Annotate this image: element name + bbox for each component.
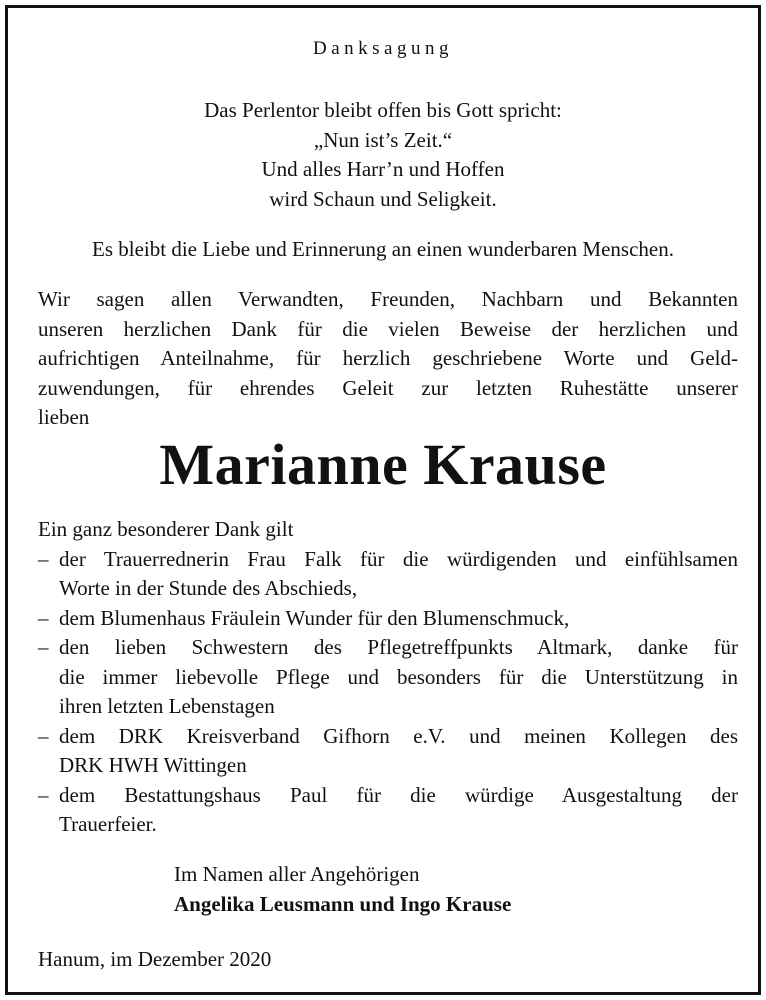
deceased-name: Marianne Krause (159, 432, 607, 497)
paragraph-line: aufrichtigen Anteilnahme, für herzlich geschriebene Worte und Geld- (38, 346, 738, 370)
thanks-item-line: der Trauerrednerin Frau Falk für die würdigenden und einfühlsamen (59, 546, 738, 571)
signoff-names: Angelika Leusmann und Ingo Krause (174, 892, 512, 916)
thanks-item-line: DRK HWH Wittingen (59, 753, 247, 777)
thanks-item-line: Trauerfeier. (59, 812, 157, 836)
poem-line: „Nun ist’s Zeit.“ (313, 127, 453, 152)
notice-heading: Danksagung (313, 38, 453, 59)
thanks-item-line: Worte in der Stunde des Abschieds, (59, 576, 358, 600)
poem (8, 96, 758, 214)
poem-line: Und alles Harr’n und Hoffen (261, 157, 505, 181)
thanks-item-line: dem DRK Kreisverband Gifhorn e.V. und meinen Kollegen des (59, 723, 738, 748)
dash-marker: – (38, 605, 49, 630)
dash-marker: – (38, 723, 49, 748)
thanks-item-line: dem Bestattungshaus Paul für die würdige Ausgestaltung der (59, 782, 738, 807)
thanks-item (38, 722, 738, 781)
poem-line: Das Perlentor bleibt offen bis Gott spricht: (204, 98, 562, 122)
dash-marker: – (38, 546, 49, 571)
paragraph-line: zuwendungen, für ehrendes Geleit zur letzten Ruhestätte unserer (38, 375, 738, 400)
thanks-item-line: dem Blumenhaus Fräulein Wunder für den Blumenschmuck, (59, 605, 570, 630)
special-thanks (38, 515, 738, 840)
thanks-item (38, 545, 738, 604)
special-thanks-intro: Ein ganz besonderer Dank gilt (38, 517, 294, 541)
place-date: Hanum, im Dezember 2020 (38, 947, 272, 971)
dash-marker: – (38, 782, 49, 807)
thanks-paragraph (38, 285, 738, 433)
poem-line: wird Schaun und Seligkeit. (269, 186, 497, 211)
thanks-item (38, 781, 738, 840)
signoff (174, 859, 511, 919)
tribute-line: Es bleibt die Liebe und Erinnerung an einen wunderbaren Menschen. (92, 237, 674, 261)
signoff-line: Im Namen aller Angehörigen (174, 862, 420, 886)
thanks-item (38, 633, 738, 722)
dash-marker: – (38, 635, 49, 659)
thanks-item (38, 604, 738, 634)
paragraph-line: Wir sagen allen Verwandten, Freunden, Nachbarn und Bekannten (38, 287, 738, 311)
thanks-item-line: den lieben Schwestern des Pflegetreffpunkts Altmark, danke für (59, 635, 738, 659)
paragraph-line: lieben (38, 405, 90, 429)
thanks-item-line: die immer liebevolle Pflege und besonders für die Unterstützung in (59, 664, 738, 689)
thanks-item-line: ihren letzten Lebenstagen (59, 694, 275, 718)
notice-frame (5, 5, 761, 995)
paragraph-line: unseren herzlichen Dank für die vielen Beweise der herzlichen und (38, 316, 738, 341)
